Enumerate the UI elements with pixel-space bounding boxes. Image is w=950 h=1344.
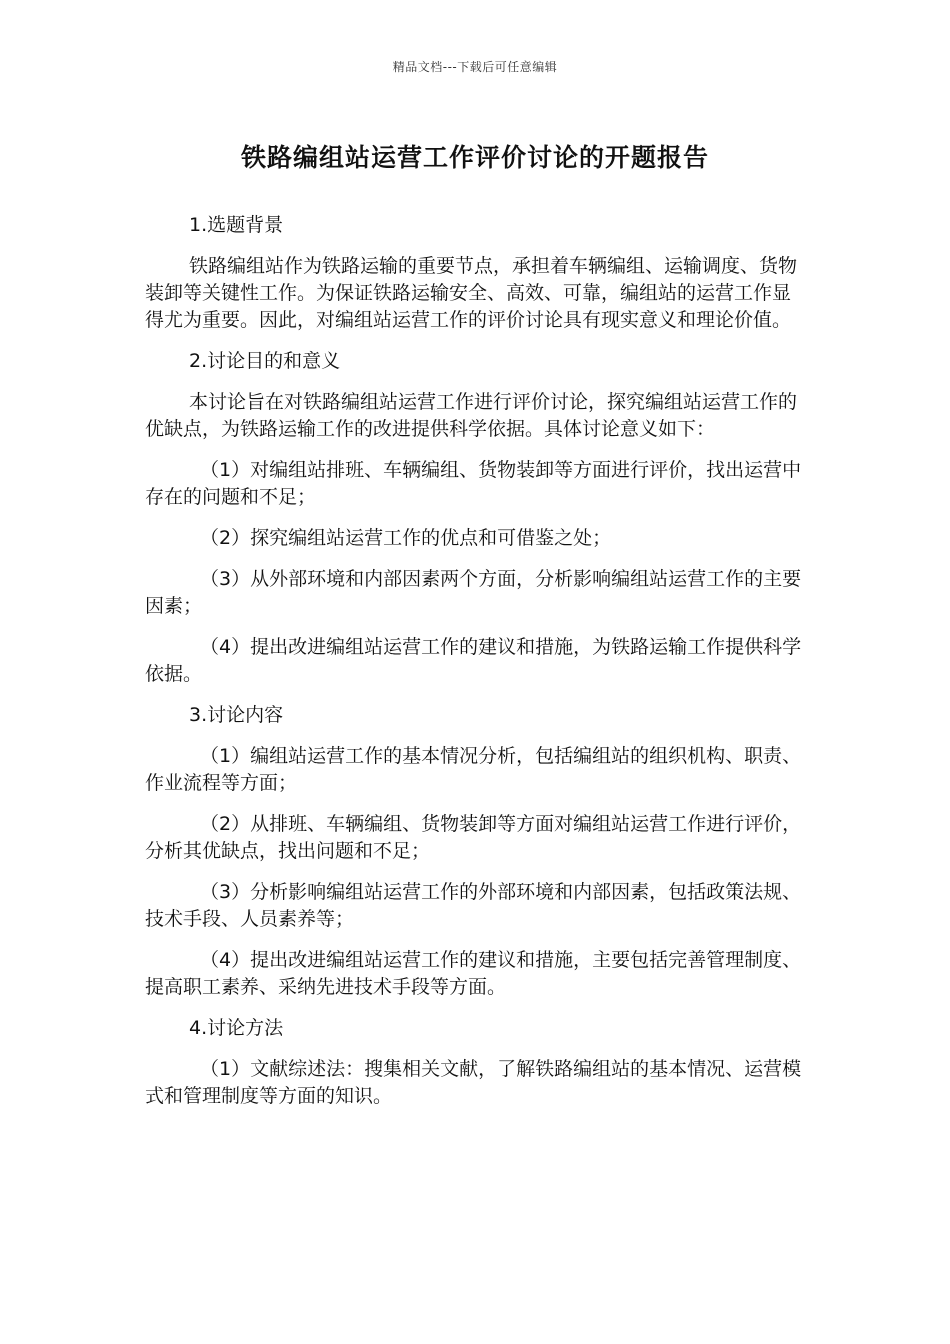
list-item: （3）分析影响编组站运营工作的外部环境和内部因素，包括政策法规、技术手段、人员素养等； xyxy=(145,881,802,930)
section-heading: 4.讨论方法 xyxy=(189,1017,284,1039)
list-item: （1）编组站运营工作的基本情况分析，包括编组站的组织机构、职责、作业流程等方面； xyxy=(145,745,802,794)
document-title: 铁路编组站运营工作评价讨论的开题报告 xyxy=(240,143,709,172)
section-heading: 3.讨论内容 xyxy=(189,704,284,726)
section-heading: 1.选题背景 xyxy=(189,214,284,236)
section-heading: 2.讨论目的和意义 xyxy=(189,350,341,372)
list-item: （2）从排班、车辆编组、货物装卸等方面对编组站运营工作进行评价，分析其优缺点，找出问题和不足； xyxy=(145,813,802,862)
paragraph: 铁路编组站作为铁路运输的重要节点，承担着车辆编组、运输调度、货物装卸等关键性工作。为保证铁路运输安全、高效、可靠，编组站的运营工作显得尤为重要。因此，对编组站运营工作的评价讨论具有现实意义和理论价值。 xyxy=(145,255,798,331)
list-item: （4）提出改进编组站运营工作的建议和措施，主要包括完善管理制度、提高职工素养、采纳先进技术手段等方面。 xyxy=(145,949,802,998)
list-item: （1）文献综述法：搜集相关文献，了解铁路编组站的基本情况、运营模式和管理制度等方面的知识。 xyxy=(145,1058,802,1107)
list-item: （1）对编组站排班、车辆编组、货物装卸等方面进行评价，找出运营中存在的问题和不足； xyxy=(145,459,802,508)
list-item: （3）从外部环境和内部因素两个方面，分析影响编组站运营工作的主要因素； xyxy=(145,568,802,617)
header-note: 精品文档---下载后可任意编辑 xyxy=(392,60,558,74)
document-body xyxy=(145,212,807,1124)
list-item: （2）探究编组站运营工作的优点和可借鉴之处； xyxy=(200,527,612,549)
list-item: （4）提出改进编组站运营工作的建议和措施，为铁路运输工作提供科学依据。 xyxy=(145,636,802,685)
paragraph: 本讨论旨在对铁路编组站运营工作进行评价讨论，探究编组站运营工作的优缺点，为铁路运输工作的改进提供科学依据。具体讨论意义如下： xyxy=(145,391,798,440)
